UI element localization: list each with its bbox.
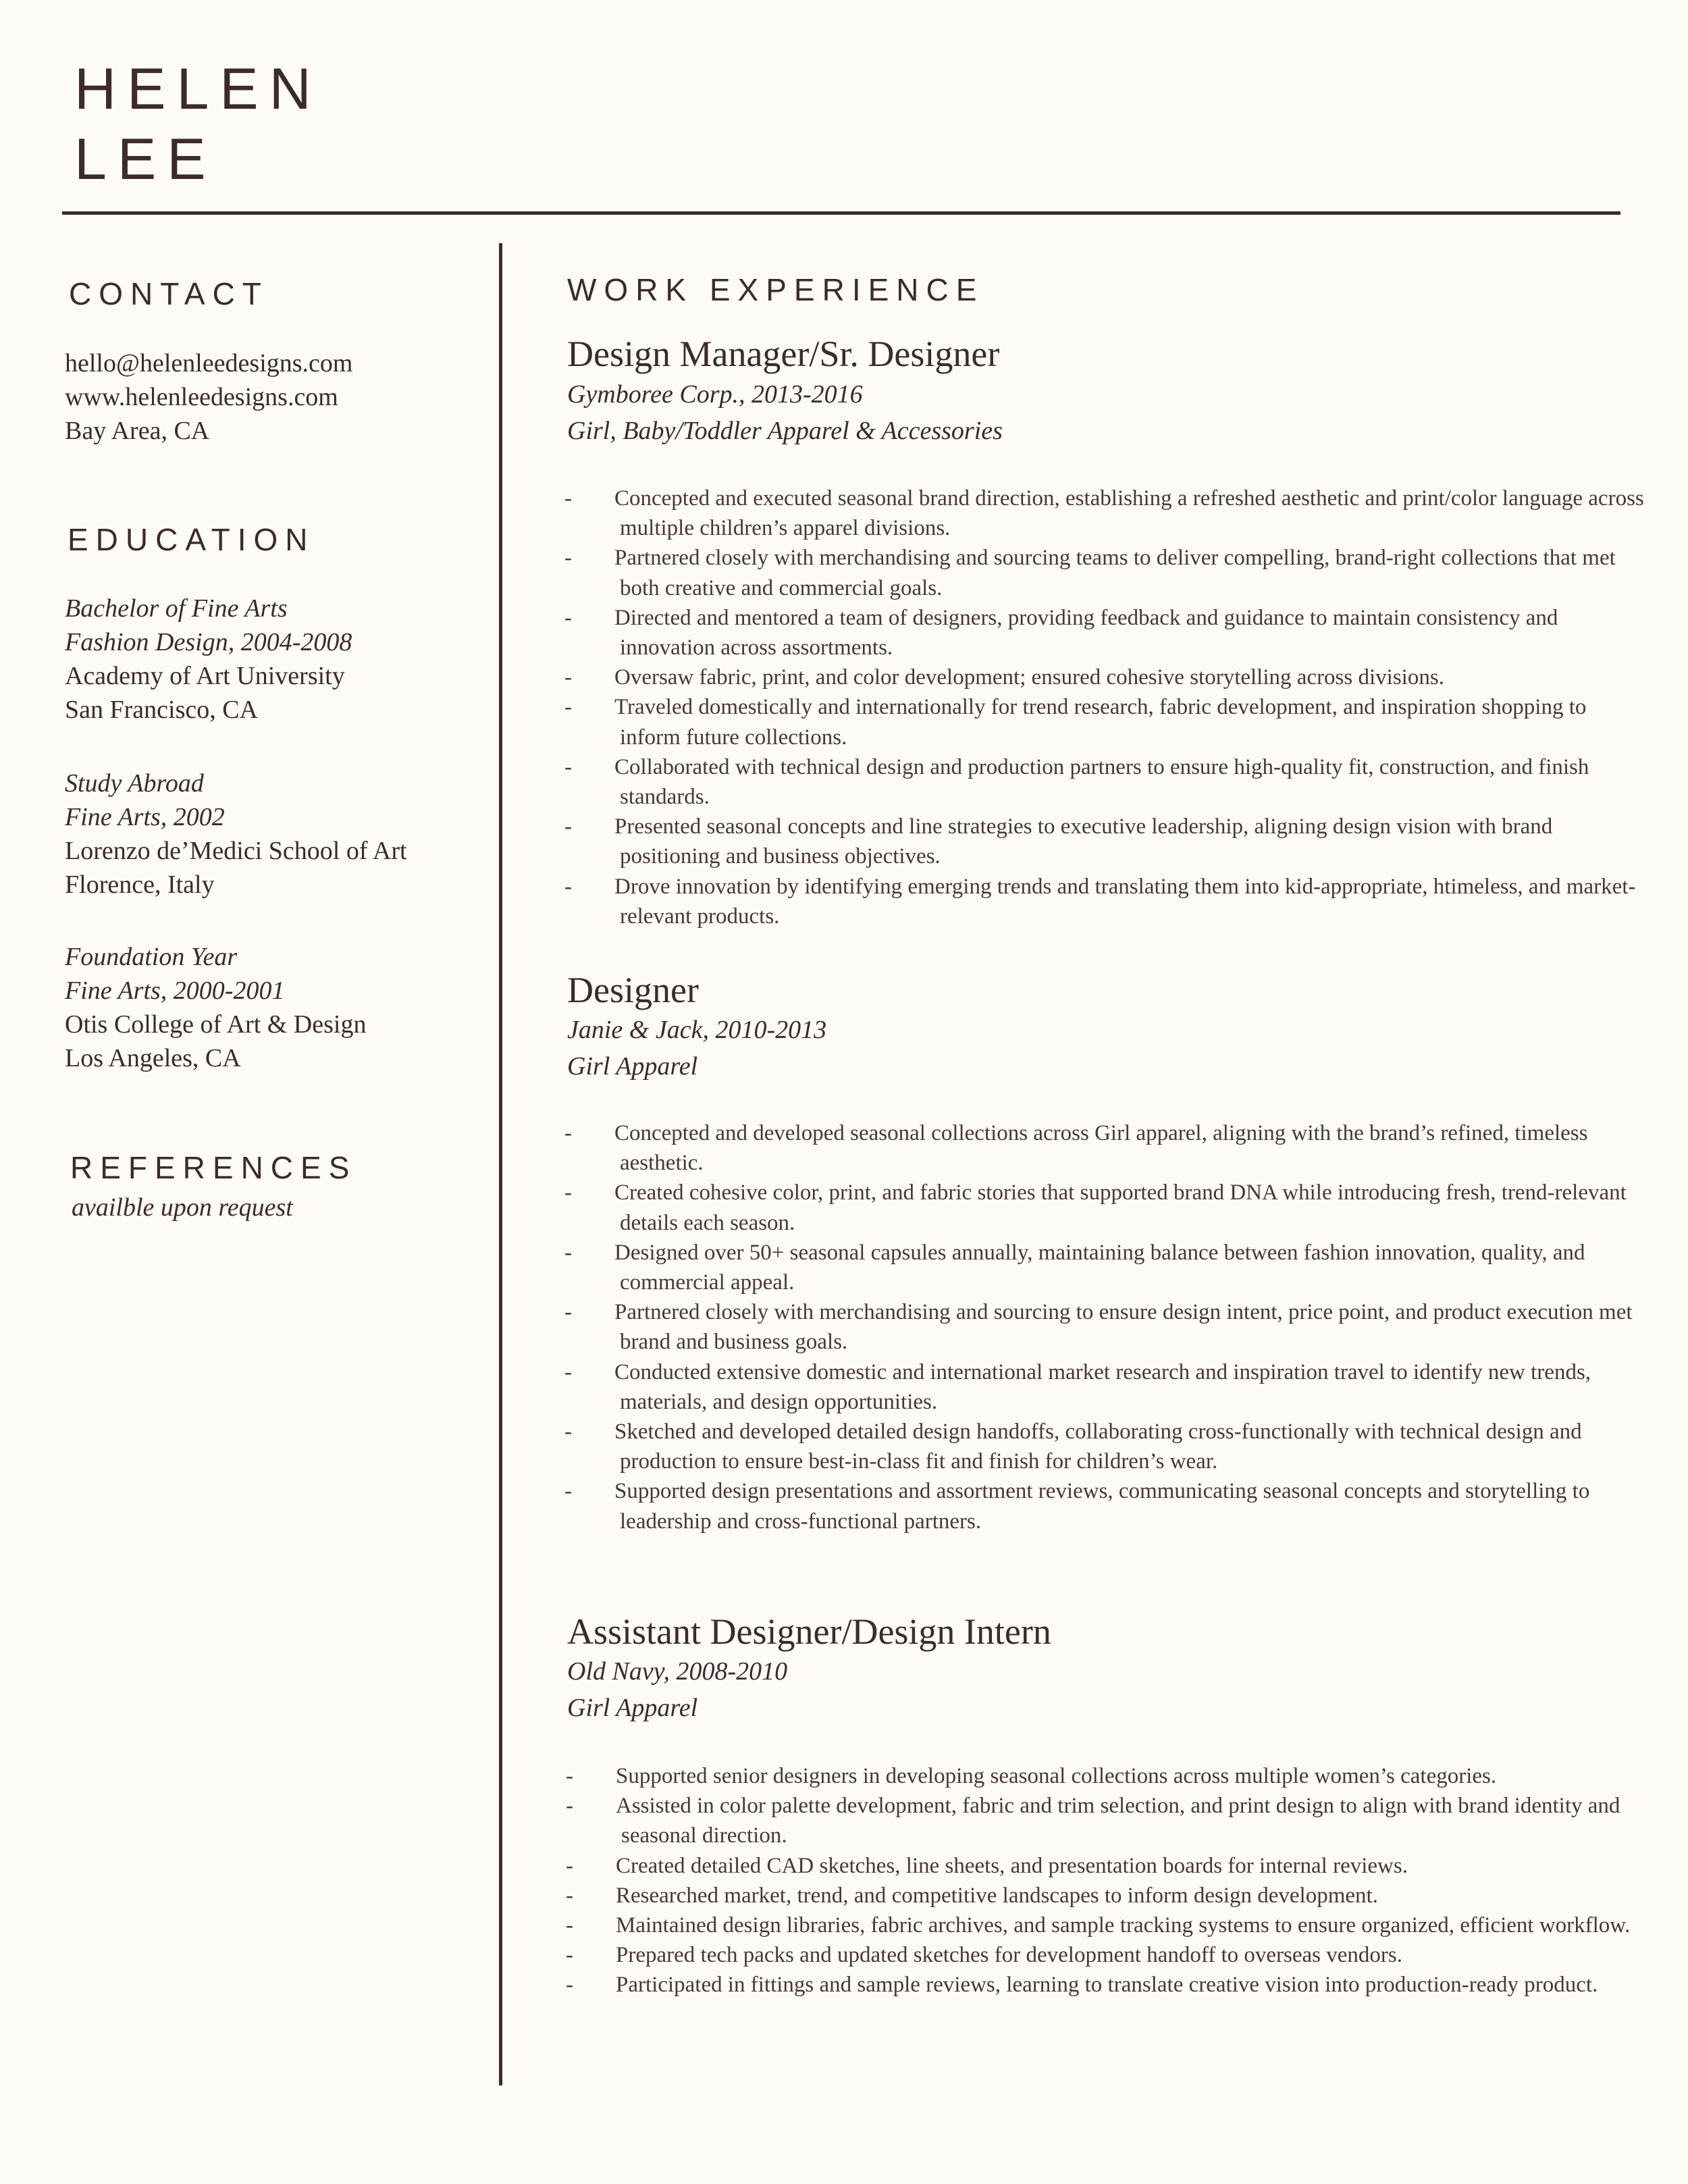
job-bullet: - Directed and mentored a team of designers, providing feedback and guidance to maintain consistency and innovation across assortments.: [564, 603, 1645, 662]
education-field: Fine Arts, 2000-2001: [65, 977, 285, 1005]
education-degree: Study Abroad: [65, 769, 204, 798]
education-entry: [65, 940, 366, 1075]
references-note: availble upon request: [72, 1193, 293, 1222]
job-division: Girl, Baby/Toddler Apparel & Accessories: [567, 417, 1003, 445]
education-school: Otis College of Art & Design: [65, 1010, 367, 1039]
job-bullet: - Drove innovation by identifying emerging trends and translating them into kid-appropriate, htimeless, and market-relevant products.: [564, 872, 1645, 931]
job-bullet: - Conducted extensive domestic and international market research and inspiration travel to identify new trends, materials, and design opportunities.: [564, 1357, 1645, 1417]
education-entry: [65, 592, 352, 727]
job-bullet: - Maintained design libraries, fabric archives, and sample tracking systems to ensure organized, efficient workflow.: [566, 1910, 1646, 1940]
education-field: Fashion Design, 2004-2008: [65, 628, 352, 656]
job-bullets: [564, 1118, 1645, 1536]
job-bullet: - Concepted and executed seasonal brand direction, establishing a refreshed aesthetic and print/color language across multiple children’s apparel divisions.: [564, 484, 1645, 543]
candidate-name: [74, 54, 322, 194]
last-name: LEE: [74, 127, 217, 192]
job-bullet: - Designed over 50+ seasonal capsules annually, maintaining balance between fashion innovation, quality, and commercial appeal.: [564, 1238, 1645, 1297]
job-company: Old Navy, 2008-2010: [567, 1657, 788, 1686]
contact-website: www.helenleedesigns.com: [65, 383, 338, 411]
job-bullet: - Sketched and developed detailed design handoffs, collaborating cross-functionally with technical design and production to ensure best-in-class fit and finish for children’s wear.: [564, 1417, 1645, 1476]
job-bullets: [566, 1761, 1646, 2000]
contact-email: hello@helenleedesigns.com: [65, 349, 353, 378]
header-divider: [62, 211, 1620, 215]
job-division: Girl Apparel: [567, 1694, 698, 1722]
contact-block: [65, 346, 352, 448]
first-name: HELEN: [74, 57, 322, 122]
references-heading: REFERENCES: [70, 1150, 357, 1185]
job-title: Assistant Designer/Design Intern: [567, 1611, 1051, 1652]
contact-location: Bay Area, CA: [65, 417, 210, 445]
education-entry: [65, 766, 407, 902]
job-bullet: - Partnered closely with merchandising and sourcing teams to deliver compelling, brand-right collections that met both creative and commercial goals.: [564, 543, 1645, 602]
education-school: Lorenzo de’Medici School of Art: [65, 837, 407, 865]
education-degree: Bachelor of Fine Arts: [65, 594, 288, 623]
education-place: Florence, Italy: [65, 870, 215, 899]
job-title: Design Manager/Sr. Designer: [567, 334, 1000, 374]
job-bullet: - Concepted and developed seasonal collections across Girl apparel, aligning with the brand’s refined, timeless aesthetic.: [564, 1118, 1645, 1178]
education-heading: EDUCATION: [68, 522, 315, 557]
job-bullet: - Created cohesive color, print, and fabric stories that supported brand DNA while introducing fresh, trend-relevant details each season.: [564, 1178, 1645, 1237]
job-bullet: - Supported senior designers in developing seasonal collections across multiple women’s categories.: [566, 1761, 1646, 1791]
job-bullet: - Oversaw fabric, print, and color development; ensured cohesive storytelling across divisions.: [564, 662, 1645, 692]
job-company: Janie & Jack, 2010-2013: [567, 1016, 827, 1044]
job-bullet: - Participated in fittings and sample reviews, learning to translate creative vision into production-ready product.: [566, 1970, 1646, 2000]
job-bullet: - Researched market, trend, and competitive landscapes to inform design development.: [566, 1881, 1646, 1910]
job-bullet: - Traveled domestically and internationally for trend research, fabric development, and inspiration shopping to inform future collections.: [564, 692, 1645, 752]
job-division: Girl Apparel: [567, 1052, 698, 1081]
job-bullet: - Presented seasonal concepts and line strategies to executive leadership, aligning design vision with brand positioning and business objectives.: [564, 812, 1645, 871]
job-bullet: - Assisted in color palette development, fabric and trim selection, and print design to align with brand identity and seasonal direction.: [566, 1791, 1646, 1850]
job-bullet: - Prepared tech packs and updated sketches for development handoff to overseas vendors.: [566, 1940, 1646, 1970]
job-meta: [567, 1012, 826, 1085]
education-school: Academy of Art University: [65, 662, 345, 690]
education-field: Fine Arts, 2002: [65, 803, 225, 831]
education-degree: Foundation Year: [65, 943, 238, 971]
column-divider: [499, 243, 502, 2085]
job-meta: [567, 1653, 787, 1726]
job-meta: [567, 376, 1003, 449]
job-bullet: - Partnered closely with merchandising and sourcing to ensure design intent, price point, and product execution met brand and business goals.: [564, 1297, 1645, 1357]
work-experience-heading: WORK EXPERIENCE: [567, 272, 984, 307]
job-bullets: [564, 484, 1645, 931]
job-bullet: - Created detailed CAD sketches, line sheets, and presentation boards for internal reviews.: [566, 1851, 1646, 1881]
job-bullet: - Collaborated with technical design and production partners to ensure high-quality fit, construction, and finish standards.: [564, 752, 1645, 812]
contact-heading: CONTACT: [69, 276, 269, 311]
education-place: Los Angeles, CA: [65, 1044, 241, 1072]
job-title: Designer: [567, 970, 699, 1010]
job-company: Gymboree Corp., 2013-2016: [567, 380, 863, 409]
job-bullet: - Supported design presentations and assortment reviews, communicating seasonal concepts and storytelling to leadership and cross-functional partners.: [564, 1476, 1645, 1536]
education-place: San Francisco, CA: [65, 696, 259, 724]
